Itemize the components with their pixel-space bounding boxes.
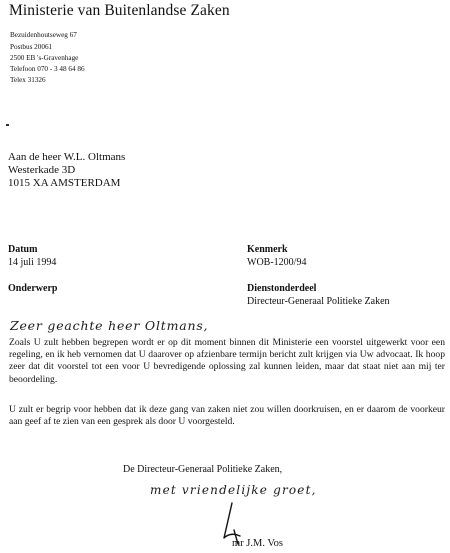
date-value: 14 juli 1994 <box>8 257 57 268</box>
subject-label: Onderwerp <box>8 283 58 294</box>
reference-value: WOB-1200/94 <box>247 257 307 268</box>
handwritten-greeting: met vriendelijke groet, <box>150 483 317 497</box>
closing-title: De Directeur-Generaal Politieke Zaken, <box>123 464 283 475</box>
department-value: Directeur-Generaal Politieke Zaken <box>247 296 390 307</box>
address-line: Postbus 20061 <box>10 43 53 51</box>
fold-mark <box>6 124 9 126</box>
address-line: 2500 EB 's-Gravenhage <box>10 54 79 62</box>
recipient-street: Westerkade 3D <box>8 164 76 176</box>
department-label: Dienstonderdeel <box>247 283 317 294</box>
ministry-name: Ministerie van Buitenlandse Zaken <box>9 2 230 19</box>
body-paragraph-2: U zult er begrip voor hebben dat ik deze gang van zaken niet zou willen doorkruisen, en er daarom de voorkeur aan geef af te zien van een gesprek als door U voorgesteld. <box>9 404 445 428</box>
address-line: Telefoon 070 - 3 48 64 86 <box>10 65 85 73</box>
signatory-name: mr J.M. Vos <box>232 538 283 549</box>
recipient-city: 1015 XA AMSTERDAM <box>8 177 121 189</box>
address-line: Telex 31326 <box>10 76 46 84</box>
recipient-name: Aan de heer W.L. Oltmans <box>8 151 126 163</box>
reference-label: Kenmerk <box>247 244 288 255</box>
date-label: Datum <box>8 244 38 255</box>
handwritten-salutation: Zeer geachte heer Oltmans, <box>10 318 209 333</box>
address-line: Bezuidenhoutseweg 67 <box>10 31 77 39</box>
body-paragraph-1: Zoals U zult hebben begrepen wordt er op dit moment binnen dit Ministerie een voorstel uitgewerkt voor een regeling, en ik heb vernomen dat U daarover op afzienbare termijn bericht zult krijgen via Uw advocaat. Ik hoop zeer dat dit voorstel tot een voor U bevredigende oplossing zal kunnen leiden, maar dat staat niet aan mij ter beoordeling. <box>9 337 445 385</box>
